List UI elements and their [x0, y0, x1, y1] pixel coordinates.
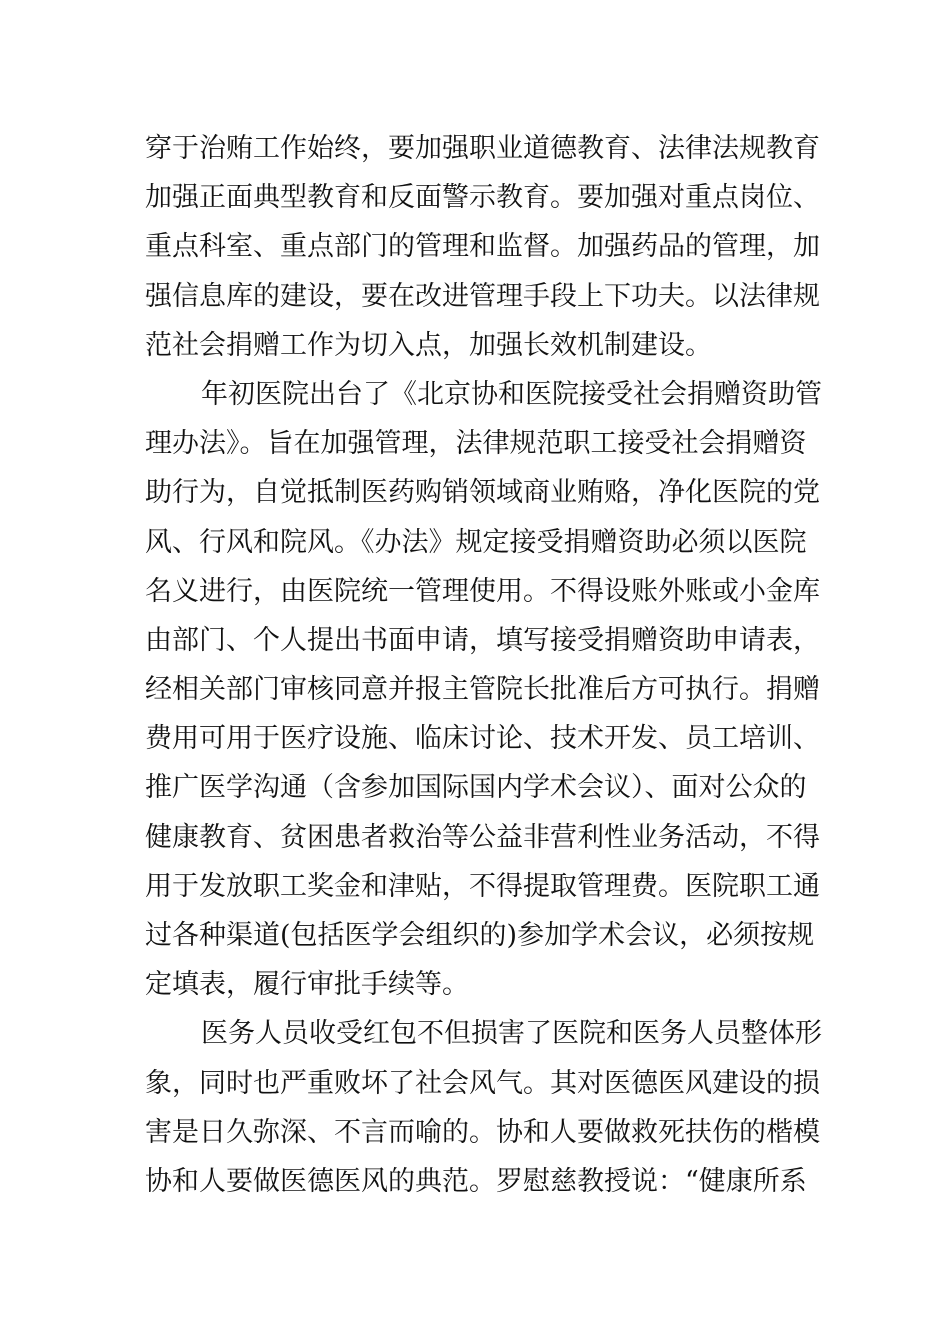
body-text — [145, 124, 825, 1206]
text-line: 定填表，履行审批手续等。 — [145, 969, 469, 1001]
text-line: 由部门、个人提出书面申请，填写接受捐赠资助申请表， — [145, 624, 820, 656]
text-line: 健康教育、贫困患者救治等公益非营利性业务活动，不得 — [145, 821, 820, 853]
text-line: 加强正面典型教育和反面警示教育。要加强对重点岗位、 — [145, 182, 820, 214]
text-line: 象，同时也严重败坏了社会风气。其对医德医风建设的损 — [145, 1067, 820, 1099]
text-line: 重点科室、重点部门的管理和监督。加强药品的管理，加 — [145, 231, 820, 263]
text-line: 过各种渠道(包括医学会组织的)参加学术会议，必须按规 — [145, 920, 815, 951]
paragraph-start-line: 年初医院出台了《北京协和医院接受社会捐赠资助管 — [201, 378, 822, 410]
text-line: 经相关部门审核同意并报主管院长批准后方可执行。捐赠 — [145, 674, 820, 706]
text-line: 强信息库的建设，要在改进管理手段上下功夫。以法律规 — [145, 280, 820, 312]
text-line: 理办法》。旨在加强管理，法律规范职工接受社会捐赠资 — [145, 428, 807, 460]
text-line: 费用可用于医疗设施、临床讨论、技术开发、员工培训、 — [145, 723, 820, 755]
text-line: 穿于治贿工作始终，要加强职业道德教育、法律法规教育 — [145, 133, 820, 164]
text-line: 害是日久弥深、不言而喻的。协和人要做救死扶伤的楷模 — [145, 1116, 820, 1148]
text-line: 推广医学沟通（含参加国际国内学术会议）、面对公众的 — [145, 772, 807, 804]
text-line: 范社会捐赠工作为切入点，加强长效机制建设。 — [145, 329, 712, 361]
text-line: 协和人要做医德医风的典范。罗慰慈教授说：“健康所系 — [145, 1165, 807, 1197]
text-line: 名义进行，由医院统一管理使用。不得设账外账或小金库 — [145, 575, 820, 607]
paragraph-start-line: 医务人员收受红包不但损害了医院和医务人员整体形 — [201, 1018, 822, 1050]
text-line: 用于发放职工奖金和津贴，不得提取管理费。医院职工通 — [145, 870, 820, 902]
text-line: 助行为，自觉抵制医药购销领域商业贿赂，净化医院的党 — [145, 477, 820, 509]
text-line: 风、行风和院风。《办法》规定接受捐赠资助必须以医院 — [145, 526, 807, 558]
